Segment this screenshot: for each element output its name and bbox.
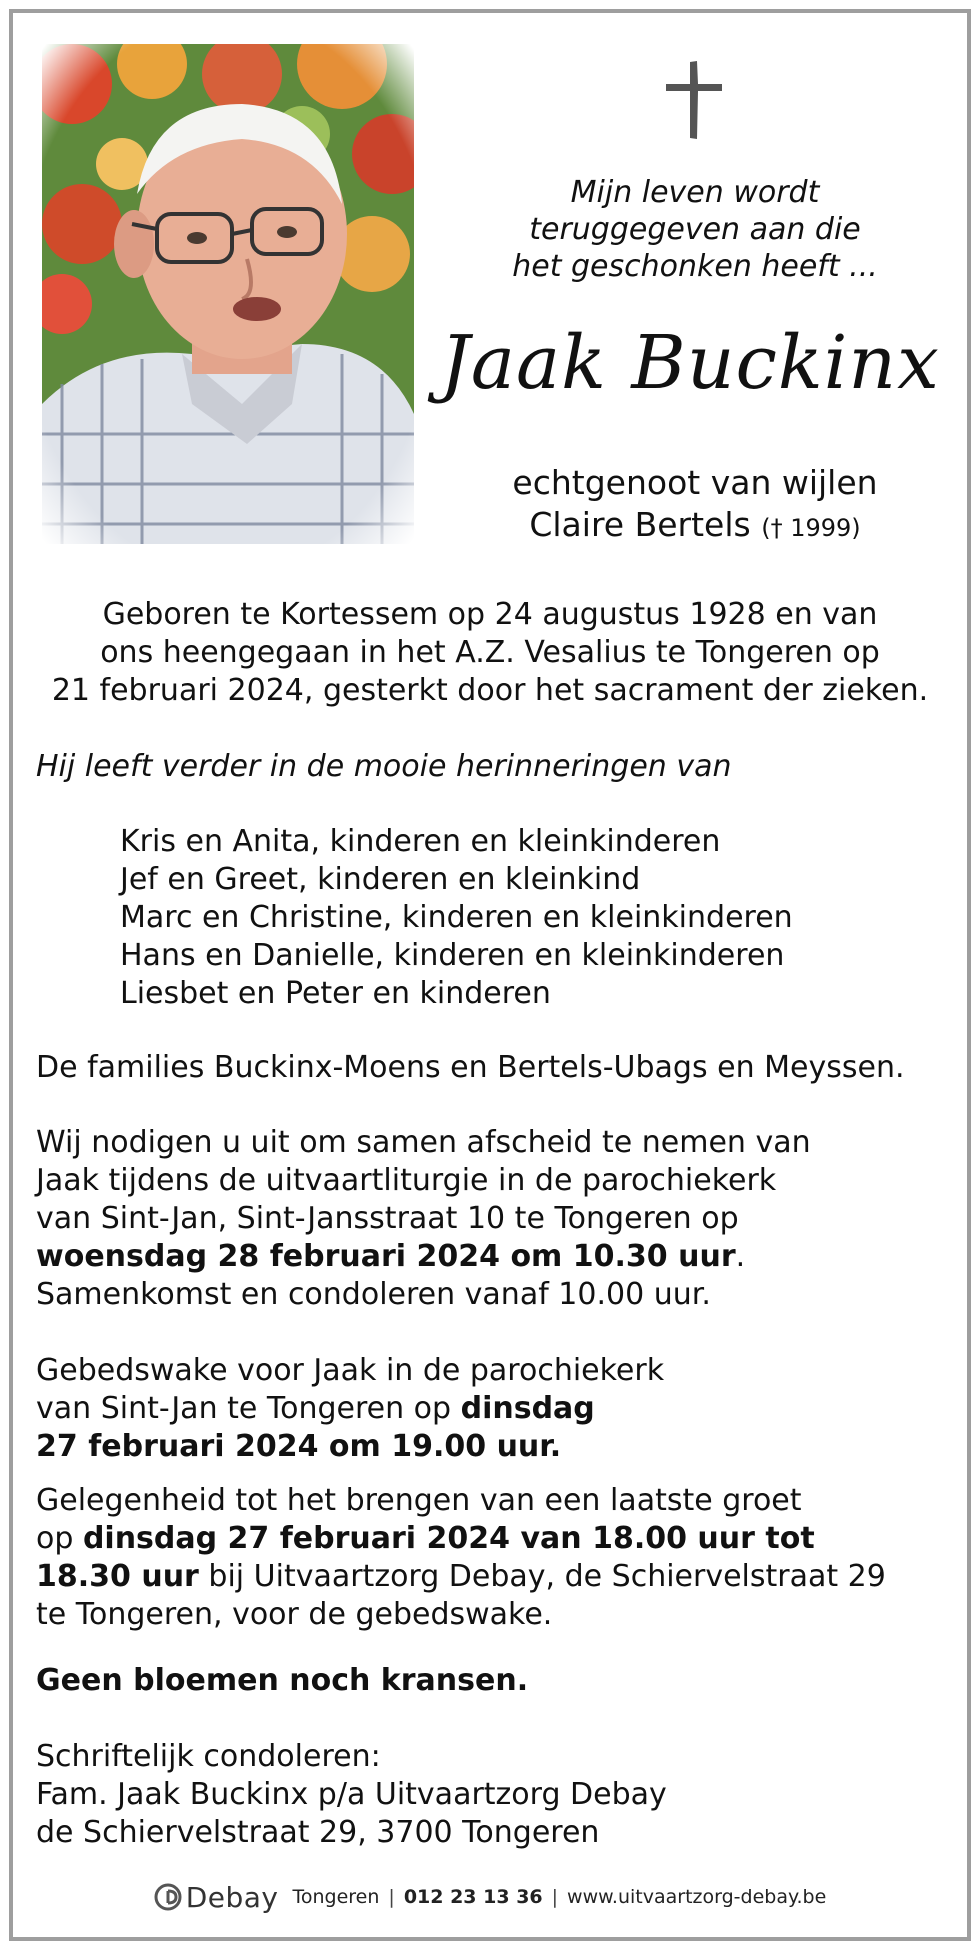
greet-line: Gelegenheid tot het brengen van een laatste groet [36,1483,802,1518]
wake-line [36,1428,956,1466]
birth-death-info [30,596,950,710]
intro-line: 21 februari 2024, gesterkt door het sacrament der zieken. [51,673,929,708]
families-text: De families Buckinx-Moens en Bertels-Ubags en Meyssen. [36,1050,905,1085]
spouse-line: echtgenoot van wijlen [512,463,878,502]
debay-logo-icon [154,1883,182,1911]
family-member: Marc en Christine, kinderen en kleinkinderen [120,900,793,935]
funeral-date-end: . [735,1239,746,1274]
logo-text: Debay [185,1880,279,1914]
written-line: de Schiervelstraat 29, 3700 Tongeren [36,1815,600,1850]
greet-line-text: op [36,1521,83,1556]
family-member: Jef en Greet, kinderen en kleinkind [120,862,641,897]
motto [460,174,930,285]
intro-line: Geboren te Kortessem op 24 augustus 1928 en van [102,597,878,632]
motto-line: Mijn leven wordt [570,175,820,210]
greet-line [36,1558,956,1596]
motto-line: teruggegeven aan die [529,212,861,247]
footer-city: Tongeren [292,1886,380,1908]
footer-separator: | [551,1886,559,1908]
greet-line [36,1520,956,1558]
no-flowers-notice [36,1662,956,1700]
written-line: Fam. Jaak Buckinx p/a Uitvaartzorg Debay [36,1777,667,1812]
spouse-death-year: († 1999) [761,514,861,542]
wake-day: dinsdag [460,1391,595,1426]
spouse-info [460,462,930,549]
greet-date: dinsdag 27 februari 2024 van 18.00 uur tot [82,1521,815,1556]
wake-line [36,1390,956,1428]
footer-website[interactable]: www.uitvaartzorg-debay.be [567,1886,827,1908]
spouse-name: Claire Bertels [529,505,751,544]
funeral-date: woensdag 28 februari 2024 om 10.30 uur [36,1239,736,1274]
wake-line: Gebedswake voor Jaak in de parochiekerk [36,1353,665,1388]
deceased-name: Jaak Buckinx [440,320,940,406]
greet-line-text: bij Uitvaartzorg Debay, de Schiervelstraat 29 [198,1559,886,1594]
last-greeting [36,1482,956,1634]
family-list [120,823,940,1013]
family-member: Kris en Anita, kinderen en kleinkinderen [120,824,721,859]
invite-line: Samenkomst en condoleren vanaf 10.00 uur. [36,1277,711,1312]
written-condolences [36,1738,956,1852]
invite-date-line [36,1238,956,1276]
family-member: Hans en Danielle, kinderen en kleinkinderen [120,938,785,973]
intro-line: ons heengegaan in het A.Z. Vesalius te Tongeren op [100,635,880,670]
invite-line: van Sint-Jan, Sint-Jansstraat 10 te Tongeren op [36,1201,739,1236]
motto-line: het geschonken heeft ... [512,249,878,284]
debay-logo [154,1881,279,1914]
wake-date: 27 februari 2024 om 19.00 uur. [36,1429,562,1464]
wake-line-text: van Sint-Jan te Tongeren op [36,1391,461,1426]
greet-line: te Tongeren, voor de gebedswake. [36,1597,553,1632]
prayer-wake [36,1352,956,1466]
no-flowers-text: Geen bloemen noch kransen. [36,1663,529,1698]
portrait-photo [42,44,414,544]
funeral-invitation [36,1124,956,1314]
footer [0,1880,980,1914]
invite-line: Jaak tijdens de uitvaartliturgie in de parochiekerk [36,1163,777,1198]
cross-icon [664,60,724,140]
spouse-name-line [460,504,930,549]
written-line: Schriftelijk condoleren: [36,1739,381,1774]
lives-on-text: Hij leeft verder in de mooie herinneringen van [36,749,732,784]
greet-time: 18.30 uur [36,1559,199,1594]
invite-line: Wij nodigen u uit om samen afscheid te nemen van [36,1125,811,1160]
family-member: Liesbet en Peter en kinderen [120,976,551,1011]
footer-phone[interactable]: 012 23 13 36 [403,1886,543,1908]
footer-separator: | [388,1886,395,1908]
